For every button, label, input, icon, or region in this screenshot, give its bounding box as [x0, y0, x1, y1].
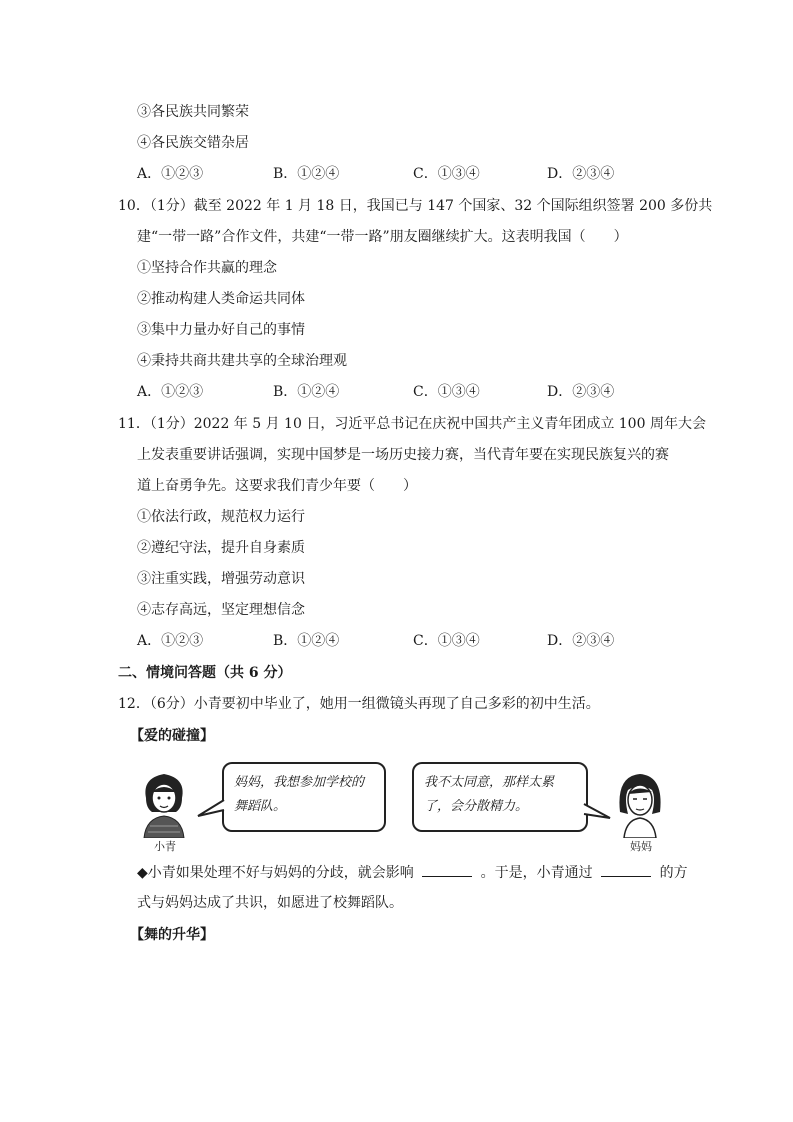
q9-option-3: ③各民族共同繁荣: [137, 104, 249, 120]
q11-option-2: ②遵纪守法，提升自身素质: [137, 540, 305, 556]
q9-choices: [137, 164, 637, 184]
mom-speech-line1: 我不太同意，那样太累: [424, 775, 555, 790]
q11-option-3: ③注重实践，增强劳动意识: [137, 571, 305, 587]
q10-option-1: ①坚持合作共赢的理念: [137, 260, 277, 276]
q10-choice-d[interactable]: D．②③④: [547, 384, 615, 400]
mom-speech-bubble: [412, 762, 588, 832]
q11-stem-line1: 11．（1分）2022 年 5 月 10 日，习近平总书记在庆祝中国共产主义青年团成立 100 周年大会: [118, 416, 706, 432]
xiaoqing-speech-line1: 妈妈，我想参加学校的: [234, 775, 365, 790]
xiaoqing-speech-bubble: [222, 762, 386, 832]
mom-caption: 妈妈: [630, 840, 652, 853]
q12-fill-line2: 式与妈妈达成了共识，如愿进了校舞蹈队。: [137, 895, 403, 911]
q10-option-4: ④秉持共商共建共享的全球治理观: [137, 353, 347, 369]
q10-option-2: ②推动构建人类命运共同体: [137, 291, 305, 307]
mom-bubble-tail-icon: [582, 800, 612, 824]
comic-strip: [130, 760, 670, 855]
q11-choice-b[interactable]: B．①②④: [273, 633, 340, 649]
q12-fill-text-b: 。于是，小青通过: [480, 865, 593, 881]
q12-fill-text-a: ◆小青如果处理不好与妈妈的分歧，就会影响: [137, 865, 414, 881]
q10-option-3: ③集中力量办好自己的事情: [137, 322, 305, 338]
q12-fill-line1: [137, 862, 688, 883]
q9-option-4: ④各民族交错杂居: [137, 135, 249, 151]
q11-choice-c[interactable]: C．①③④: [413, 633, 480, 649]
q12-subheading-love-collision: 【爱的碰撞】: [130, 728, 214, 744]
q10-choice-c[interactable]: C．①③④: [413, 384, 480, 400]
mom-figure-icon: [612, 768, 668, 838]
q10-stem-line2: 建“一带一路”合作文件，共建“一带一路”朋友圈继续扩大。这表明我国（ ）: [137, 229, 628, 245]
q12-fill-text-c: 的方: [659, 865, 688, 881]
q10-choices: [137, 382, 637, 402]
q12-subheading-dance-sublimation: 【舞的升华】: [130, 927, 214, 943]
mom-speech-line2: 了，会分散精力。: [424, 799, 529, 814]
q10-choice-b[interactable]: B．①②④: [273, 384, 340, 400]
q12-blank-1[interactable]: [422, 862, 472, 877]
q9-choice-c[interactable]: C．①③④: [413, 166, 480, 182]
q12-blank-2[interactable]: [601, 862, 651, 877]
q10-stem-line1: 10．（1分）截至 2022 年 1 月 18 日，我国已与 147 个国家、32 个国际组织签署 200 多份共: [118, 198, 713, 214]
q11-choices: [137, 631, 637, 651]
q11-option-1: ①依法行政，规范权力运行: [137, 509, 305, 525]
q9-choice-b[interactable]: B．①②④: [273, 166, 340, 182]
q11-stem-line2: 上发表重要讲话强调，实现中国梦是一场历史接力赛，当代青年要在实现民族复兴的赛: [137, 447, 669, 463]
q11-choice-d[interactable]: D．②③④: [547, 633, 615, 649]
q11-option-4: ④志存高远，坚定理想信念: [137, 602, 305, 618]
xiaoqing-bubble-tail-icon: [196, 796, 226, 820]
xiaoqing-caption: 小青: [154, 840, 176, 853]
q11-choice-a[interactable]: A．①②③: [137, 633, 204, 649]
q10-choice-a[interactable]: A．①②③: [137, 384, 204, 400]
q12-stem-line1: 12．（6分）小青要初中毕业了，她用一组微镜头再现了自己多彩的初中生活。: [118, 696, 600, 712]
xiaoqing-figure-icon: [136, 768, 192, 838]
section-2-heading: 二、情境问答题（共 6 分）: [118, 665, 292, 681]
q9-choice-d[interactable]: D．②③④: [547, 166, 615, 182]
q11-stem-line3: 道上奋勇争先。这要求我们青少年要（ ）: [137, 478, 417, 494]
xiaoqing-speech-line2: 舞蹈队。: [234, 799, 287, 814]
q9-choice-a[interactable]: A．①②③: [137, 166, 204, 182]
